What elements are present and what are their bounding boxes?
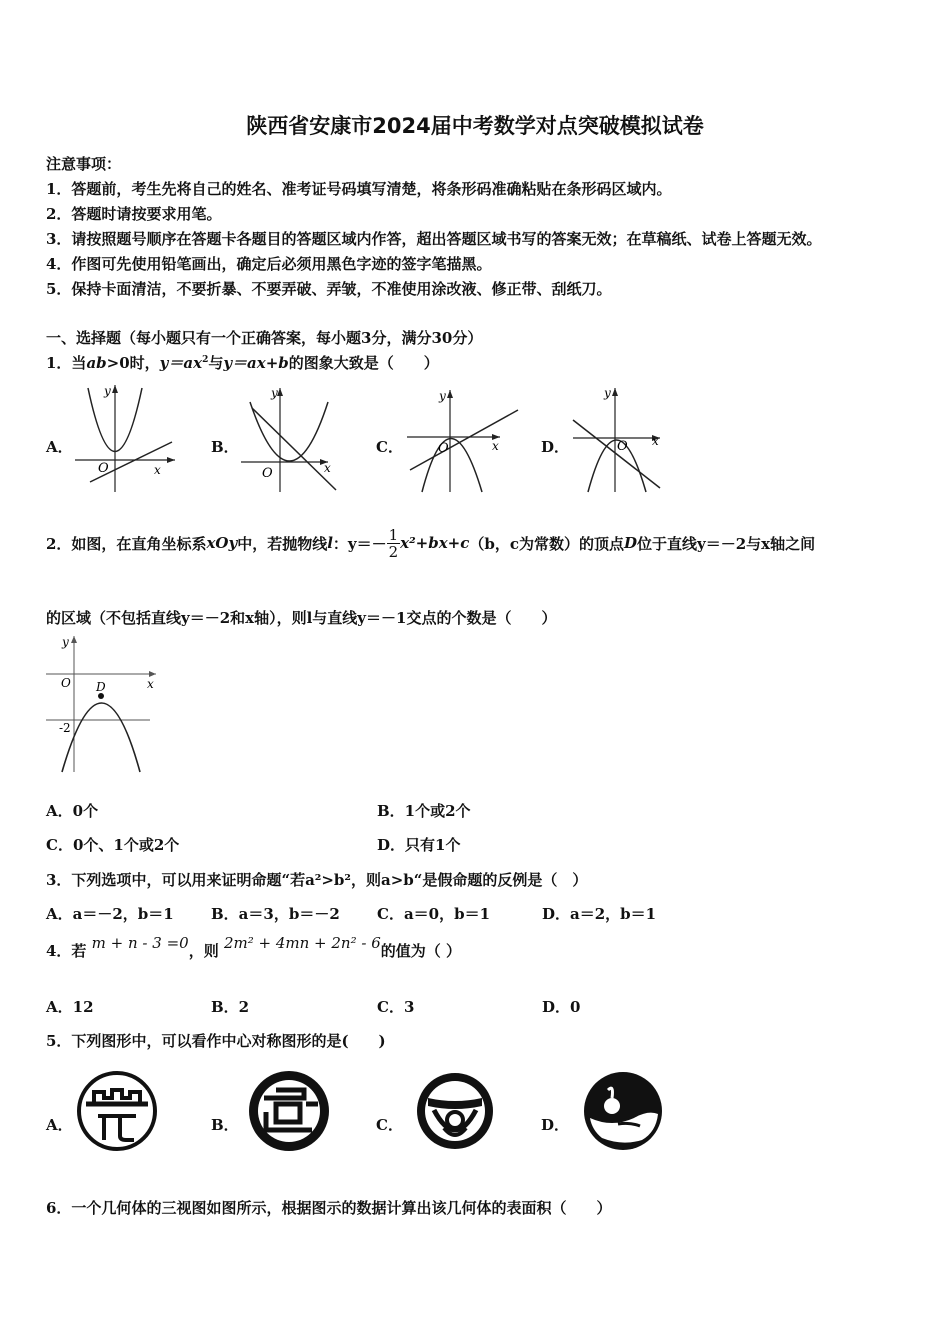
question-4 bbox=[46, 934, 461, 961]
q5-figure-b bbox=[246, 1068, 332, 1154]
notice-item-4: 4．作图可先使用铅笔画出，确定后必须用黑色字迹的签字笔描黑。 bbox=[46, 255, 492, 273]
q4-option-d: D．0 bbox=[542, 998, 581, 1016]
q1-f2: y＝ax+b bbox=[223, 354, 289, 372]
q1d-x-label: x bbox=[652, 434, 659, 448]
q2-expr: x²+bx+c bbox=[400, 534, 470, 552]
q2-fig-minus2: -2 bbox=[59, 721, 71, 735]
q1-option-a-label: A． bbox=[46, 438, 73, 456]
q5-option-a-label: A． bbox=[46, 1116, 73, 1134]
q2-fig-o: O bbox=[61, 676, 71, 690]
q2-mid4: 位于直线y＝－2与x轴之间 bbox=[637, 534, 816, 553]
question-2-line2: 的区域（不包括直线y＝－2和x轴），则l与直线y＝－1交点的个数是（ ） bbox=[46, 609, 557, 627]
notice-heading: 注意事项： bbox=[46, 155, 122, 173]
notice-item-5: 5．保持卡面清洁，不要折暴、不要弄破、弄皱，不准使用涂改液、修正带、刮纸刀。 bbox=[46, 280, 612, 298]
q1b-y-label: y bbox=[271, 386, 278, 400]
q5-figure-a bbox=[76, 1070, 158, 1152]
q2-option-c: C．0个、1个或2个 bbox=[46, 836, 180, 854]
q4-mid: ，则 bbox=[188, 942, 219, 960]
q3-option-d: D．a＝2，b＝1 bbox=[542, 905, 657, 923]
q1c-y-label: y bbox=[439, 389, 446, 403]
question-6: 6．一个几何体的三视图如图所示，根据图示的数据计算出该几何体的表面积（ ） bbox=[46, 1199, 612, 1217]
q1-option-d-label: D． bbox=[541, 438, 570, 456]
question-3: 3．下列选项中，可以用来证明命题“若a²>b²，则a>b“是假命题的反例是（ ） bbox=[46, 871, 588, 889]
section-heading: 一、选择题（每小题只有一个正确答案，每小题3分，满分30分） bbox=[46, 329, 483, 347]
q1-option-b-label: B． bbox=[211, 438, 239, 456]
q2-mid1: 中，若抛物线 bbox=[237, 534, 328, 553]
q2-d: D bbox=[624, 534, 638, 552]
q1-mid: 与 bbox=[208, 354, 224, 372]
q2-mid2: ：y＝－ bbox=[332, 534, 387, 553]
notice-item-1: 1．答题前，考生先将自己的姓名、准考证号码填写清楚，将条形码准确粘贴在条形码区域内。 bbox=[46, 180, 672, 198]
q1d-y-label: y bbox=[604, 386, 611, 400]
q5-figure-c bbox=[414, 1070, 496, 1152]
q5-option-c-label: C． bbox=[376, 1116, 403, 1134]
q4-expression: 2m² + 4mn + 2n² - 6 bbox=[223, 934, 381, 952]
q1a-origin-label: O bbox=[98, 461, 109, 476]
page-title: 陕西省安康市2024届中考数学对点突破模拟试卷 bbox=[246, 114, 704, 138]
q4-option-b: B．2 bbox=[211, 998, 250, 1016]
q5-option-d-label: D． bbox=[541, 1116, 570, 1134]
q2-figure bbox=[44, 632, 162, 774]
q2-option-a: A．0个 bbox=[46, 802, 99, 820]
q1a-x-label: x bbox=[154, 463, 161, 477]
q1-option-c-label: C． bbox=[376, 438, 403, 456]
q1-cond: ab bbox=[86, 354, 107, 372]
q4-option-c: C．3 bbox=[377, 998, 415, 1016]
q2-option-b: B．1个或2个 bbox=[377, 802, 471, 820]
q2-frac-num: 1 bbox=[388, 525, 399, 544]
q1d-origin-label: O bbox=[617, 439, 628, 454]
q1-cond2: >0时， bbox=[106, 354, 160, 372]
notice-item-2: 2．答题时请按要求用笔。 bbox=[46, 205, 222, 223]
q1-suffix: 的图象大致是（ ） bbox=[288, 354, 439, 372]
q4-option-a: A．12 bbox=[46, 998, 94, 1016]
q3-option-c: C．a＝0，b＝1 bbox=[377, 905, 491, 923]
q1-graph-d bbox=[568, 380, 678, 495]
q1-graph-c bbox=[402, 380, 522, 495]
q4-prefix: 4．若 bbox=[46, 942, 87, 960]
q1a-y-label: y bbox=[104, 384, 111, 398]
q2-option-d: D．只有1个 bbox=[377, 836, 461, 854]
q2-fig-x: x bbox=[147, 677, 154, 691]
q2-mid3: （b，c为常数）的顶点 bbox=[469, 534, 625, 553]
q1-graph-a bbox=[70, 380, 180, 495]
q2-frac-den: 2 bbox=[388, 542, 399, 561]
q3-option-b: B．a＝3，b＝－2 bbox=[211, 905, 340, 923]
q2-prefix: 2．如图，在直角坐标系 bbox=[46, 534, 207, 553]
q1c-origin-label: O bbox=[438, 441, 449, 456]
q1-prefix: 1．当 bbox=[46, 354, 87, 372]
q1c-x-label: x bbox=[492, 439, 499, 453]
q5-option-b-label: B． bbox=[211, 1116, 239, 1134]
q2-l: l bbox=[327, 534, 333, 552]
q4-condition: m + n - 3 =0 bbox=[91, 934, 189, 952]
q4-suffix: 的值为（ ） bbox=[380, 942, 461, 960]
q2-fig-d: D bbox=[96, 680, 106, 694]
q1b-origin-label: O bbox=[262, 466, 273, 481]
question-5: 5．下列图形中，可以看作中心对称图形的是( ) bbox=[46, 1032, 386, 1050]
question-2 bbox=[46, 521, 815, 565]
q2-fig-y: y bbox=[62, 635, 69, 649]
q2-xoy: xOy bbox=[206, 534, 238, 552]
q5-figure-d bbox=[582, 1070, 664, 1152]
notice-item-3: 3．请按照题号顺序在答题卡各题目的答题区域内作答，超出答题区域书写的答案无效；在草稿纸、试卷上答题无效。 bbox=[46, 230, 822, 248]
q1-graph-b bbox=[238, 380, 348, 495]
q1b-x-label: x bbox=[324, 461, 331, 475]
q3-option-a: A．a＝－2，b＝1 bbox=[46, 905, 174, 923]
q1-f1: y＝ax bbox=[159, 354, 203, 372]
q2-fraction bbox=[387, 527, 401, 560]
question-1: 1．当ab>0时，$y=ax^2$与y＝ax+b的图象大致是（ ） bbox=[46, 354, 439, 372]
